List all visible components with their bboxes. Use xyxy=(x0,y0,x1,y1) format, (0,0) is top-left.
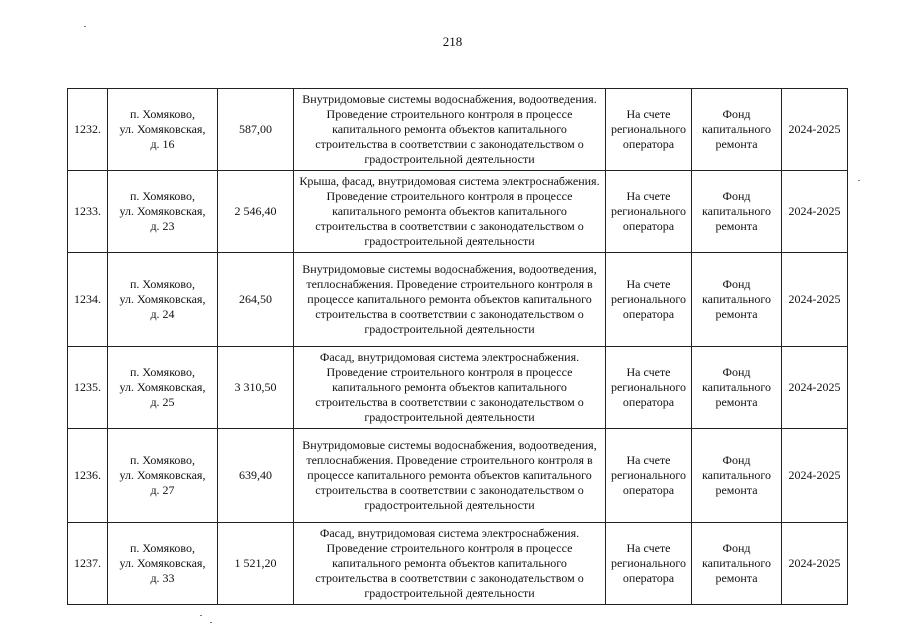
row-number: 1236. xyxy=(68,429,108,523)
period-cell: 2024-2025 xyxy=(782,89,848,171)
period-cell: 2024-2025 xyxy=(782,171,848,253)
page-number: 218 xyxy=(442,34,463,49)
address-cell: п. Хомяково, ул. Хомяковская, д. 25 xyxy=(108,347,218,429)
scan-speck xyxy=(858,180,860,181)
period-cell: 2024-2025 xyxy=(782,429,848,523)
scan-speck xyxy=(200,615,202,616)
account-holder-cell: На счете регионального оператора xyxy=(606,347,692,429)
address-cell: п. Хомяково, ул. Хомяковская, д. 27 xyxy=(108,429,218,523)
funding-source-cell: Фонд капитального ремонта xyxy=(692,171,782,253)
period-cell: 2024-2025 xyxy=(782,347,848,429)
account-holder-cell: На счете регионального оператора xyxy=(606,89,692,171)
row-number: 1237. xyxy=(68,523,108,605)
account-holder-cell: На счете регионального оператора xyxy=(606,429,692,523)
work-description-cell: Фасад, внутридомовая система электроснабжения. Проведение строительного контроля в процессе капитального ремонта объектов капитального строительства в соответствии с законодательством о градостроительной деятельности xyxy=(294,347,606,429)
amount-cell: 264,50 xyxy=(218,253,294,347)
row-number: 1234. xyxy=(68,253,108,347)
scan-speck xyxy=(210,622,212,623)
amount-cell: 2 546,40 xyxy=(218,171,294,253)
period-cell: 2024-2025 xyxy=(782,253,848,347)
work-description-cell: Фасад, внутридомовая система электроснабжения. Проведение строительного контроля в процессе капитального ремонта объектов капитального строительства в соответствии с законодательством о градостроительной деятельности xyxy=(294,523,606,605)
address-cell: п. Хомяково, ул. Хомяковская, д. 24 xyxy=(108,253,218,347)
funding-source-cell: Фонд капитального ремонта xyxy=(692,429,782,523)
funding-source-cell: Фонд капитального ремонта xyxy=(692,89,782,171)
row-number: 1232. xyxy=(68,89,108,171)
table-row xyxy=(68,523,848,605)
amount-cell: 1 521,20 xyxy=(218,523,294,605)
funding-source-cell: Фонд капитального ремонта xyxy=(692,523,782,605)
account-holder-cell: На счете регионального оператора xyxy=(606,253,692,347)
work-description-cell: Внутридомовые системы водоснабжения, водоотведения, теплоснабжения. Проведение строительного контроля в процессе капитального ремонта объектов капитального строительства в соответствии с законодательством о градостроительной деятельности xyxy=(294,253,606,347)
account-holder-cell: На счете регионального оператора xyxy=(606,171,692,253)
address-cell: п. Хомяково, ул. Хомяковская, д. 33 xyxy=(108,523,218,605)
work-description-cell: Внутридомовые системы водоснабжения, водоотведения. Проведение строительного контроля в процессе капитального ремонта объектов капитального строительства в соответствии с законодательством о градостроительной деятельности xyxy=(294,89,606,171)
table-row xyxy=(68,171,848,253)
amount-cell: 587,00 xyxy=(218,89,294,171)
scan-speck xyxy=(84,26,86,27)
amount-cell: 639,40 xyxy=(218,429,294,523)
work-description-cell: Крыша, фасад, внутридомовая система электроснабжения. Проведение строительного контроля в процессе капитального ремонта объектов капитального строительства в соответствии с законодательством о градостроительной деятельности xyxy=(294,171,606,253)
amount-cell: 3 310,50 xyxy=(218,347,294,429)
table-row xyxy=(68,347,848,429)
account-holder-cell: На счете регионального оператора xyxy=(606,523,692,605)
address-cell: п. Хомяково, ул. Хомяковская, д. 23 xyxy=(108,171,218,253)
row-number: 1235. xyxy=(68,347,108,429)
period-cell: 2024-2025 xyxy=(782,523,848,605)
funding-source-cell: Фонд капитального ремонта xyxy=(692,347,782,429)
table-row xyxy=(68,429,848,523)
table-row xyxy=(68,253,848,347)
table-row xyxy=(68,89,848,171)
work-description-cell: Внутридомовые системы водоснабжения, водоотведения, теплоснабжения. Проведение строительного контроля в процессе капитального ремонта объектов капитального строительства в соответствии с законодательством о градостроительной деятельности xyxy=(294,429,606,523)
funding-source-cell: Фонд капитального ремонта xyxy=(692,253,782,347)
row-number: 1233. xyxy=(68,171,108,253)
address-cell: п. Хомяково, ул. Хомяковская, д. 16 xyxy=(108,89,218,171)
works-table xyxy=(67,88,848,605)
